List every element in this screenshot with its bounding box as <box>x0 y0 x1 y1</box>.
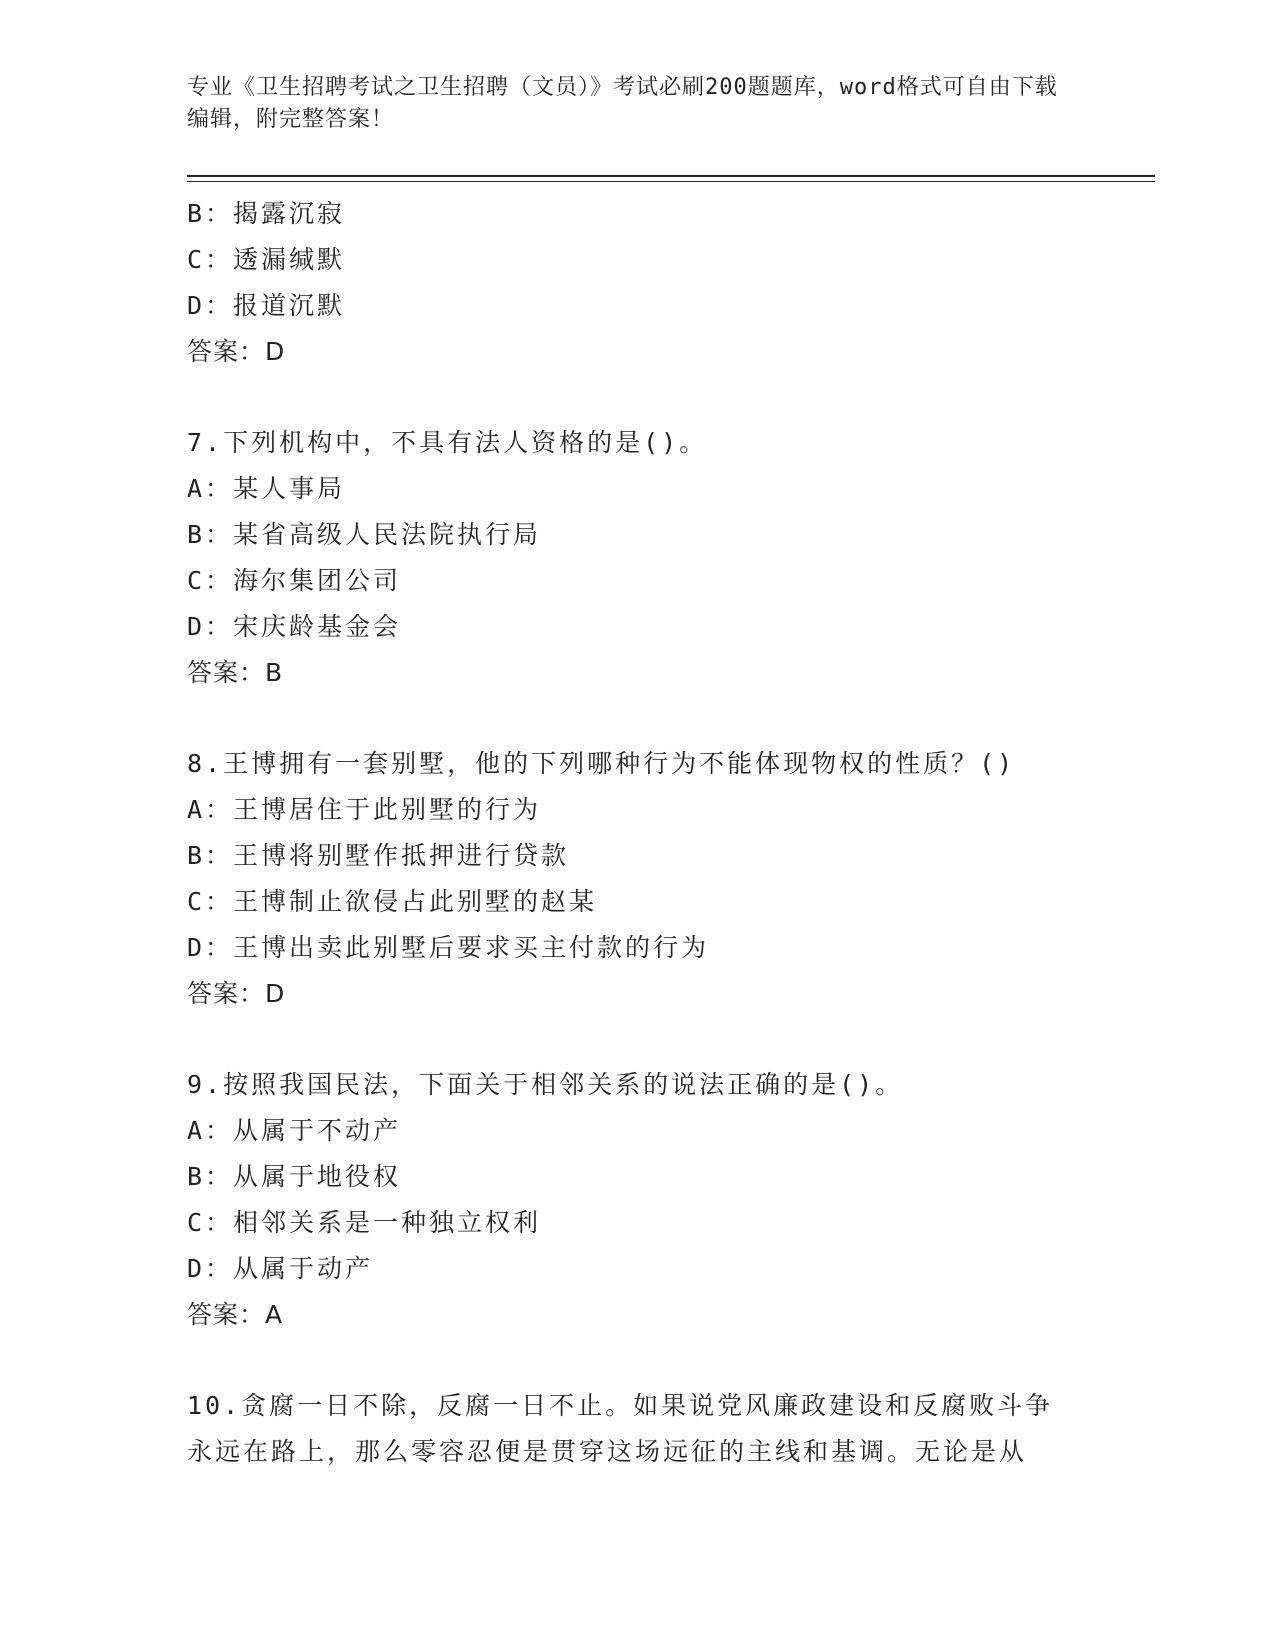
q6-answer: 答案：D <box>187 337 286 366</box>
q10-stem-line-2: 永远在路上，那么零容忍便是贯穿这场远征的主线和基调。无论是从 <box>187 1437 1028 1466</box>
question-content <box>187 191 1087 1475</box>
q7-option-a: A：某人事局 <box>187 474 346 503</box>
q8-option-a: A：王博居住于此别墅的行为 <box>187 795 542 824</box>
q9-option-c: C：相邻关系是一种独立权利 <box>187 1208 542 1237</box>
q8-option-b: B：王博将别墅作抵押进行贷款 <box>187 841 570 870</box>
q9-answer: 答案：A <box>187 1300 284 1329</box>
q7-answer: 答案：B <box>187 658 284 687</box>
q7-option-c: C：海尔集团公司 <box>187 566 402 595</box>
q7-option-d: D：宋庆龄基金会 <box>187 612 402 641</box>
q9-stem: 9.按照我国民法，下面关于相邻关系的说法正确的是()。 <box>187 1070 904 1099</box>
q9-option-a: A：从属于不动产 <box>187 1116 402 1145</box>
q6-option-d: D：报道沉默 <box>187 291 346 320</box>
header-rule-thin <box>187 181 1155 182</box>
q8-answer: 答案：D <box>187 979 286 1008</box>
q10-stem-line-1: 10.贪腐一日不除，反腐一日不止。如果说党风廉政建设和反腐败斗争 <box>187 1391 1054 1420</box>
q9-option-b: B：从属于地役权 <box>187 1162 402 1191</box>
q8-option-d: D：王博出卖此别墅后要求买主付款的行为 <box>187 933 710 962</box>
spacer <box>187 375 1087 420</box>
q6-option-c: C：透漏缄默 <box>187 245 346 274</box>
document-header: 专业《卫生招聘考试之卫生招聘（文员）》考试必刷200题题库，word格式可自由下载编辑，附完整答案！ <box>187 75 1058 132</box>
spacer <box>187 1338 1087 1383</box>
header-rule-thick <box>187 175 1155 177</box>
q8-stem: 8.王博拥有一套别墅，他的下列哪种行为不能体现物权的性质？() <box>187 749 1016 778</box>
q7-option-b: B：某省高级人民法院执行局 <box>187 520 542 549</box>
q8-option-c: C：王博制止欲侵占此别墅的赵某 <box>187 887 598 916</box>
q7-stem: 7.下列机构中，不具有法人资格的是()。 <box>187 428 708 457</box>
q6-option-b: B：揭露沉寂 <box>187 199 346 228</box>
q9-option-d: D：从属于动产 <box>187 1254 374 1283</box>
spacer <box>187 1017 1087 1062</box>
spacer <box>187 696 1087 741</box>
